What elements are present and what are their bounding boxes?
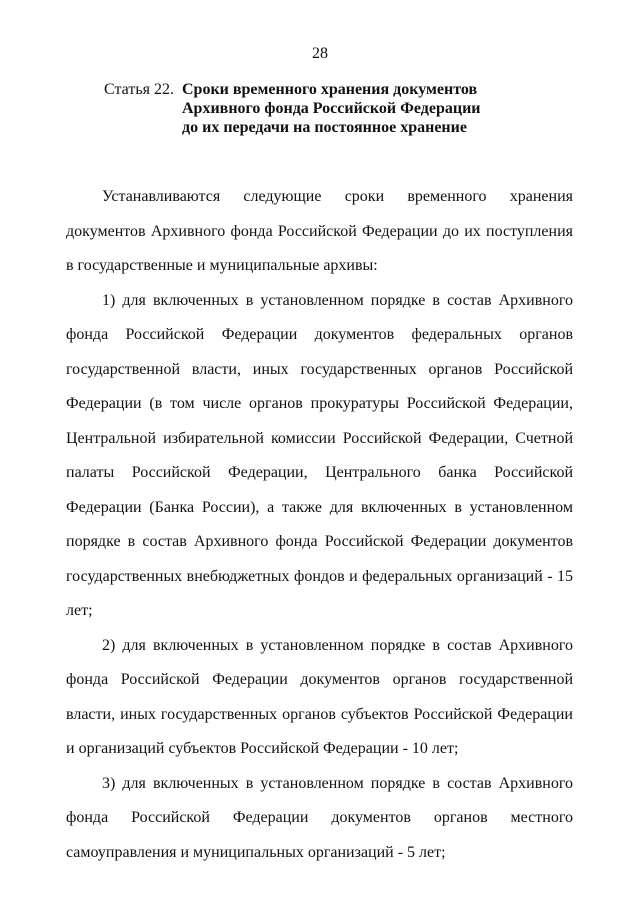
article-body [66, 180, 573, 870]
clause-3-paragraph: 3) для включенных в установленном порядке в состав Архивного фонда Российской Федерации документов органов местного самоуправления и муниципальных организаций - 5 лет; [66, 774, 573, 861]
clause-1-paragraph: 1) для включенных в установленном порядке в состав Архивного фонда Российской Федерации документов федеральных органов государственной власти, иных государственных органов Российской Федерации (в том числе органов прокуратуры Российской Федерации, Центральной избирательной комиссии Российской Федерации, Счетной палаты Российской Федерации, Центрального банка Российской Федерации (Банка России), а также для включенных в установленном порядке в состав Архивного фонда Российской Федерации документов государственных внебюджетных фондов и федеральных организаций - 15 лет; [66, 291, 573, 619]
intro-paragraph: Устанавливаются следующие сроки временного хранения документов Архивного фонда Российской Федерации до их поступления в государственные и муниципальные архивы: [66, 188, 573, 274]
article-title [182, 80, 582, 137]
clause-2-paragraph: 2) для включенных в установленном порядке в состав Архивного фонда Российской Федерации документов органов государственной власти, иных государственных органов субъектов Российской Федерации и организаций субъектов Российской Федерации - 10 лет; [66, 636, 573, 757]
article-label: Статья 22. [104, 81, 174, 98]
article-title-line: Сроки временного хранения документов [182, 81, 478, 98]
page-number: 28 [312, 45, 328, 62]
article-title-line: до их передачи на постоянное хранение [182, 119, 467, 136]
article-title-line: Архивного фонда Российской Федерации [182, 100, 481, 117]
